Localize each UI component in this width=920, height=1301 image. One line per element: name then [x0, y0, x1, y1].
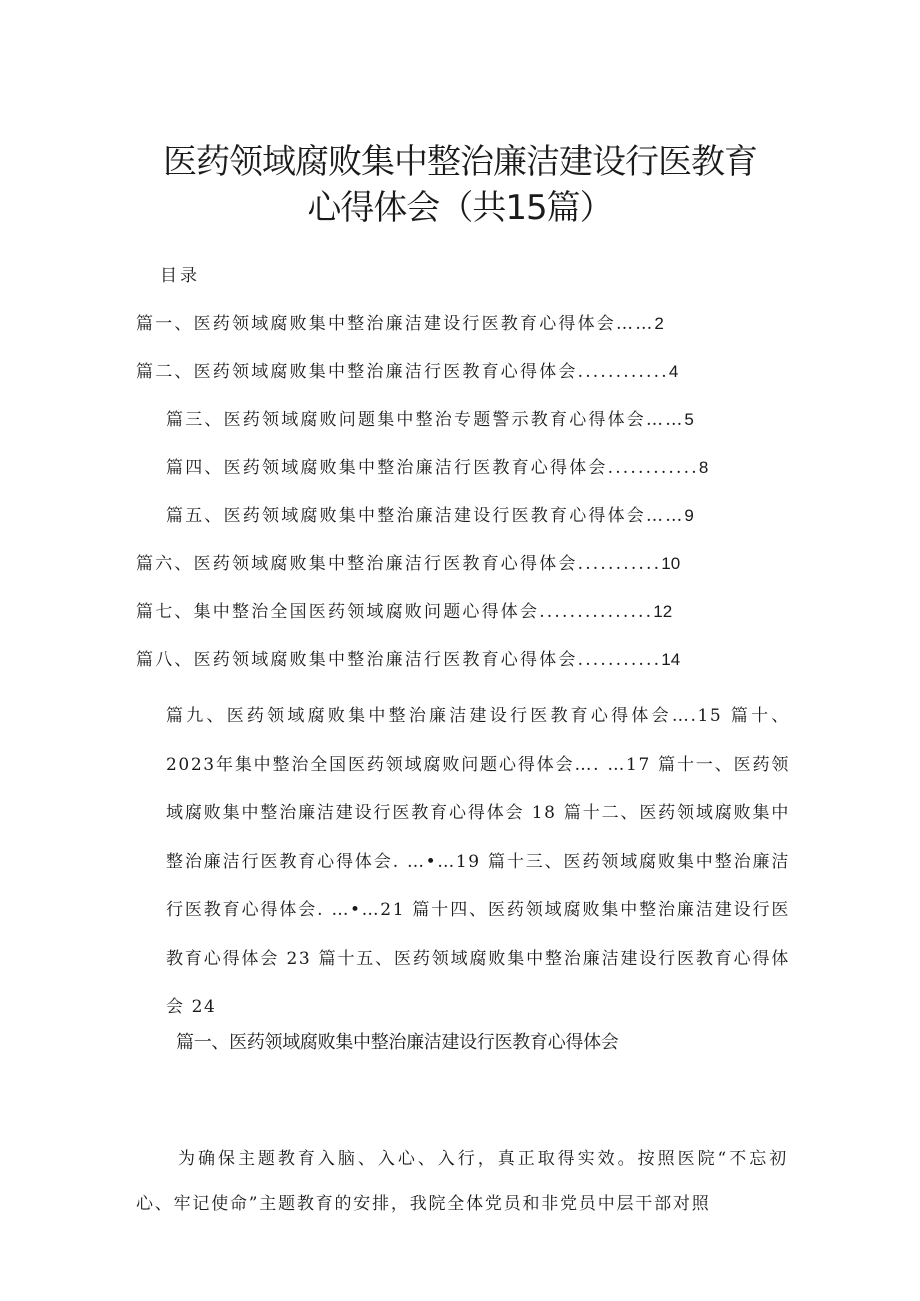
toc-entry-page: 8 — [698, 458, 709, 477]
document-title-line-2: 心得体会（共15篇） — [307, 188, 613, 228]
document-title-line-1: 医药领域腐败集中整治廉洁建设行医教育 — [163, 142, 757, 182]
toc-entry-text: 篇四、医药领域腐败集中整治廉洁行医教育心得体会............ — [166, 458, 699, 478]
toc-entry-text: 篇二、医药领域腐败集中整治廉洁行医教育心得体会............ — [136, 362, 669, 382]
toc-entry[interactable] — [136, 552, 680, 576]
toc-entry-page: 14 — [661, 650, 681, 669]
toc-entry-text: 篇一、医药领域腐败集中整治廉洁建设行医教育心得体会…… — [136, 314, 655, 334]
toc-entry-page: 2 — [654, 314, 664, 333]
toc-heading: 目录 — [160, 266, 200, 286]
toc-entry[interactable] — [166, 408, 694, 432]
toc-entry-page: 5 — [684, 410, 694, 429]
body-paragraph: 为确保主题教育入脑、入心、入行，真正取得实效。按照医院“不忘初心、牢记使命”主题教育的安排，我院全体党员和非党员中层干部对照 — [136, 1149, 788, 1214]
section-heading: 篇一、医药领域腐败集中整治廉洁建设行医教育心得体会 — [176, 1032, 619, 1053]
toc-entry[interactable] — [166, 456, 708, 480]
toc-entry-page: 12 — [653, 602, 673, 621]
toc-entry-page: 10 — [661, 554, 681, 573]
toc-entry-text: 篇八、医药领域腐败集中整治廉洁行医教育心得体会........... — [136, 650, 662, 670]
toc-entry-text: 篇七、集中整治全国医药领域腐败问题心得体会............... — [136, 602, 654, 622]
toc-entry-text: 篇五、医药领域腐败集中整治廉洁建设行医教育心得体会…… — [166, 506, 685, 526]
toc-entry[interactable] — [136, 600, 672, 624]
toc-entry-text: 篇三、医药领域腐败问题集中整治专题警示教育心得体会…… — [166, 410, 685, 430]
toc-run-on-entries: 篇九、医药领域腐败集中整治廉洁建设行医教育心得体会….15 篇十、2023年集中整治全国医药领域腐败问题心得体会…. …17 篇十一、医药领域腐败集中整治廉洁建设行医教育心得体会 18 篇十二、医药领域腐败集中整治廉洁行医教育心得体会. …•…19 篇十三、医药领域腐败集中整治廉洁行医教育心得体会. …•…21 篇十四、医药领域腐败集中整治廉洁建设行医教育心得体会 23 篇十五、医药领域腐败集中整治廉洁建设行医教育心得体会 24 — [166, 706, 790, 1017]
toc-entry-text: 篇六、医药领域腐败集中整治廉洁行医教育心得体会........... — [136, 554, 662, 574]
toc-entry[interactable] — [136, 312, 664, 336]
toc-entry[interactable] — [136, 648, 680, 672]
toc-entry[interactable] — [166, 504, 694, 528]
toc-entry-page: 9 — [684, 506, 694, 525]
toc-entry-page: 4 — [668, 362, 679, 381]
toc-entry[interactable] — [136, 360, 678, 384]
